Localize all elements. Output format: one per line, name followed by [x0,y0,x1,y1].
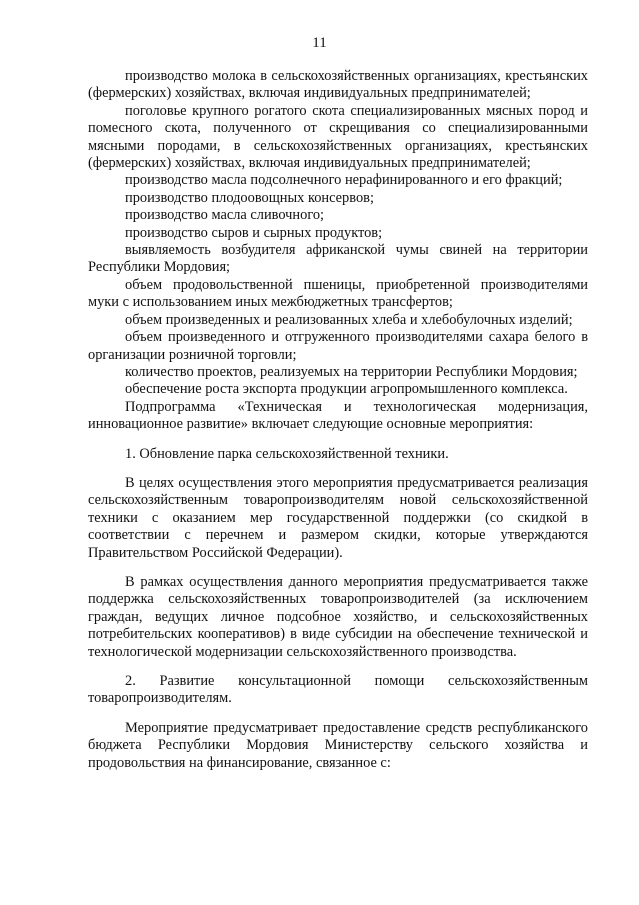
paragraph-projects-count: количество проектов, реализуемых на территории Республики Мордовия; [125,363,578,380]
document-body [88,68,588,772]
paragraph-cattle-livestock: поголовье крупного рогатого скота специализированных мясных пород и помесного скота, полученного от скрещивания со специализированными мясными породами, в сельскохозяйственных организациях, крестьянских (фермерских) хозяйствах, включая индивидуальных предпринимателей; [88,102,588,172]
paragraph-export-growth: обеспечение роста экспорта продукции агропромышленного комплекса. [125,381,568,398]
paragraph-milk-production: производство молока в сельскохозяйственных организациях, крестьянских (фермерских) хозяйствах, включая индивидуальных предпринимателей; [88,68,588,102]
paragraph-measure-2-funding: Мероприятие предусматривает предоставление средств республиканского бюджета Республики Мордовия Министерству сельского хозяйства и продовольствия на финансирование, связанное с: [88,719,588,771]
heading-measure-2: 2. Развитие консультационной помощи сельскохозяйственным товаропроизводителям. [88,673,588,707]
paragraph-measure-1-implementation: В целях осуществления этого мероприятия предусматривается реализация сельскохозяйственным товаропроизводителям новой сельскохозяйственной техники с оказанием мер государственной поддержки (со скидкой в соответствии с перечнем и размером скидки, которые утверждаются Правительством Российской Федерации). [88,474,588,561]
heading-measure-1: 1. Обновление парка сельскохозяйственной техники. [125,445,449,462]
paragraph-food-wheat: объем продовольственной пшеницы, приобретенной производителями муки с использованием иных межбюджетных трансфертов; [88,276,588,311]
paragraph-canned-fruit-vegetables: производство плодоовощных консервов; [125,189,374,206]
page-number: 11 [312,35,327,51]
paragraph-butter: производство масла сливочного; [125,207,325,224]
paragraph-cheese: производство сыров и сырных продуктов; [125,224,383,241]
paragraph-bread: объем произведенных и реализованных хлеба и хлебобулочных изделий; [125,311,573,328]
paragraph-african-swine-fever: выявляемость возбудителя африканской чумы свиней на территории Республики Мордовия; [88,242,588,276]
paragraph-sunflower-oil: производство масла подсолнечного нерафинированного и его фракций; [125,172,563,189]
paragraph-measure-1-subsidy: В рамках осуществления данного мероприятия предусматривается также поддержка сельскохозяйственных товаропроизводителей (за исключением граждан, ведущих личное подсобное хозяйство, и сельскохозяйственных потребительских кооперативов) в виде субсидии на обеспечение технической и технологической модернизации сельскохозяйственного производства. [88,573,588,660]
paragraph-sugar: объем произведенного и отгруженного производителями сахара белого в организации розничной торговли; [88,329,588,363]
paragraph-subprogram-intro: Подпрограмма «Техническая и технологическая модернизация, инновационное развитие» включает следующие основные мероприятия: [88,398,588,433]
